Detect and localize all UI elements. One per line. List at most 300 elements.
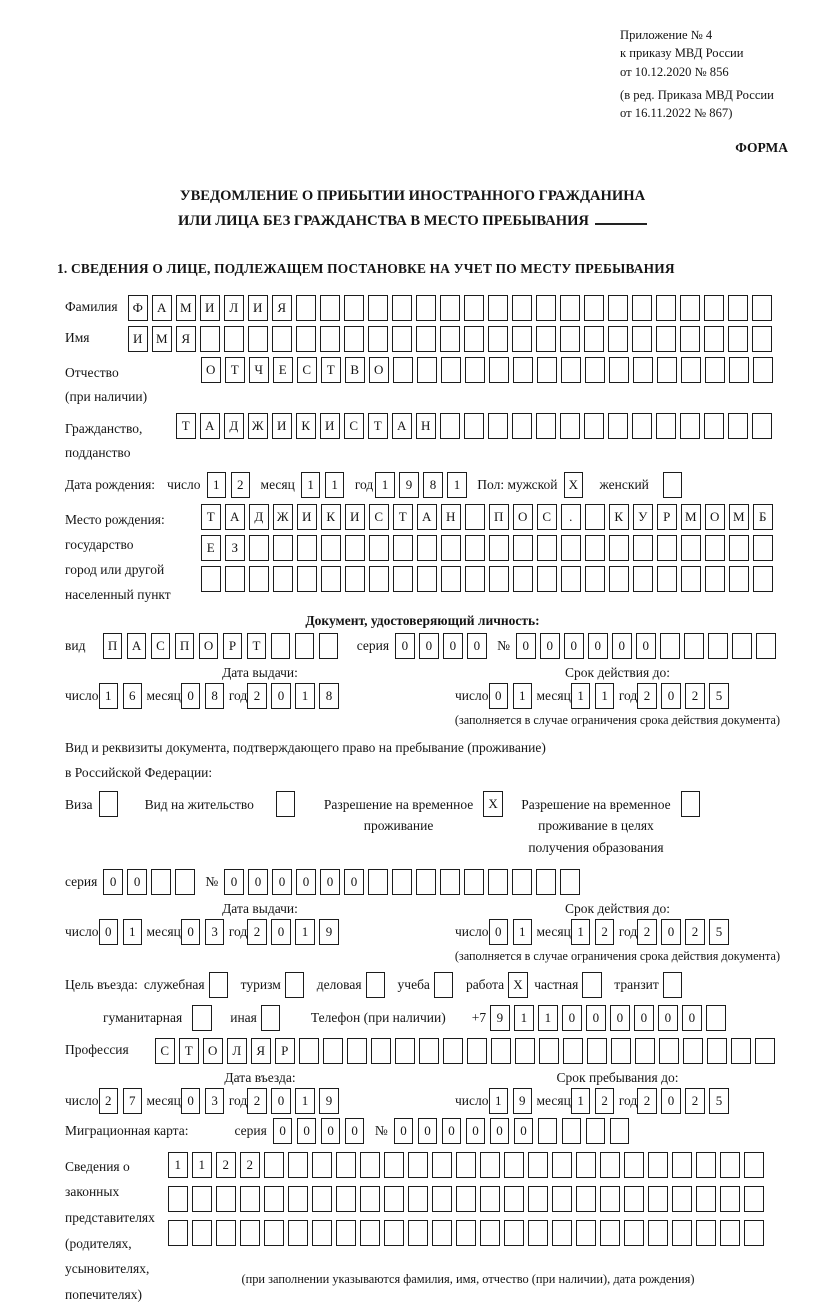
char-cell[interactable]: 2 [247, 919, 267, 945]
char-cell[interactable] [681, 535, 701, 561]
char-cell[interactable]: У [633, 504, 653, 530]
char-cell[interactable]: А [127, 633, 147, 659]
char-cell[interactable]: 2 [685, 919, 705, 945]
char-cell[interactable] [707, 1038, 727, 1064]
char-cell[interactable] [432, 1152, 452, 1178]
char-cell[interactable]: 0 [661, 1088, 681, 1114]
char-cell[interactable] [491, 1038, 511, 1064]
char-cell[interactable]: И [128, 326, 148, 352]
char-cell[interactable] [464, 413, 484, 439]
char-cell[interactable]: 2 [595, 919, 615, 945]
purpose-tourism-checkbox[interactable] [285, 972, 305, 998]
char-cell[interactable] [465, 504, 485, 530]
char-cell[interactable]: 0 [588, 633, 608, 659]
char-cell[interactable] [273, 535, 293, 561]
char-cell[interactable] [696, 1186, 716, 1212]
char-cell[interactable]: И [345, 504, 365, 530]
char-cell[interactable] [320, 295, 340, 321]
char-cell[interactable] [683, 1038, 703, 1064]
char-cell[interactable] [295, 633, 315, 659]
char-cell[interactable] [632, 413, 652, 439]
char-cell[interactable] [264, 1186, 284, 1212]
char-cell[interactable] [536, 295, 556, 321]
char-cell[interactable]: 1 [325, 472, 345, 498]
char-cell[interactable] [371, 1038, 391, 1064]
char-cell[interactable] [264, 1220, 284, 1246]
char-cell[interactable]: Р [657, 504, 677, 530]
char-cell[interactable]: 1 [301, 472, 321, 498]
char-cell[interactable] [728, 413, 748, 439]
char-cell[interactable] [659, 1038, 679, 1064]
char-cell[interactable] [720, 1152, 740, 1178]
char-cell[interactable] [384, 1220, 404, 1246]
char-cell[interactable] [608, 413, 628, 439]
char-cell[interactable] [323, 1038, 343, 1064]
char-cell[interactable] [586, 1118, 606, 1144]
char-cell[interactable] [488, 295, 508, 321]
char-cell[interactable] [560, 413, 580, 439]
char-cell[interactable] [585, 535, 605, 561]
temp-residence-education-checkbox[interactable] [681, 791, 701, 817]
char-cell[interactable]: П [489, 504, 509, 530]
char-cell[interactable] [657, 357, 677, 383]
char-cell[interactable] [600, 1186, 620, 1212]
char-cell[interactable]: Т [176, 413, 196, 439]
char-cell[interactable]: 0 [564, 633, 584, 659]
char-cell[interactable]: 0 [634, 1005, 654, 1031]
char-cell[interactable]: 0 [181, 683, 201, 709]
char-cell[interactable] [728, 326, 748, 352]
char-cell[interactable] [417, 535, 437, 561]
char-cell[interactable] [576, 1220, 596, 1246]
char-cell[interactable] [504, 1220, 524, 1246]
char-cell[interactable] [489, 566, 509, 592]
char-cell[interactable] [610, 1118, 630, 1144]
char-cell[interactable]: 9 [319, 1088, 339, 1114]
char-cell[interactable] [600, 1220, 620, 1246]
char-cell[interactable] [587, 1038, 607, 1064]
char-cell[interactable]: 2 [99, 1088, 119, 1114]
char-cell[interactable] [731, 1038, 751, 1064]
char-cell[interactable] [464, 326, 484, 352]
char-cell[interactable] [656, 295, 676, 321]
char-cell[interactable]: 2 [685, 1088, 705, 1114]
char-cell[interactable]: М [152, 326, 172, 352]
char-cell[interactable]: 0 [344, 869, 364, 895]
char-cell[interactable]: 1 [571, 1088, 591, 1114]
char-cell[interactable] [537, 357, 557, 383]
char-cell[interactable]: 1 [513, 683, 533, 709]
char-cell[interactable]: 0 [418, 1118, 438, 1144]
purpose-work-checkbox[interactable]: X [508, 972, 528, 998]
char-cell[interactable]: Т [201, 504, 221, 530]
char-cell[interactable]: 8 [205, 683, 225, 709]
char-cell[interactable]: 9 [319, 919, 339, 945]
char-cell[interactable] [705, 357, 725, 383]
char-cell[interactable]: 5 [709, 1088, 729, 1114]
char-cell[interactable]: П [103, 633, 123, 659]
char-cell[interactable]: С [155, 1038, 175, 1064]
purpose-transit-checkbox[interactable] [663, 972, 683, 998]
char-cell[interactable] [672, 1186, 692, 1212]
char-cell[interactable]: К [609, 504, 629, 530]
char-cell[interactable] [753, 566, 773, 592]
char-cell[interactable] [512, 295, 532, 321]
char-cell[interactable] [336, 1186, 356, 1212]
char-cell[interactable] [584, 295, 604, 321]
char-cell[interactable]: 1 [295, 683, 315, 709]
char-cell[interactable] [561, 357, 581, 383]
char-cell[interactable]: 8 [319, 683, 339, 709]
char-cell[interactable]: 0 [181, 919, 201, 945]
char-cell[interactable]: 1 [295, 1088, 315, 1114]
char-cell[interactable]: А [152, 295, 172, 321]
char-cell[interactable] [360, 1220, 380, 1246]
char-cell[interactable]: 0 [395, 633, 415, 659]
char-cell[interactable]: С [297, 357, 317, 383]
char-cell[interactable]: 2 [595, 1088, 615, 1114]
char-cell[interactable] [720, 1220, 740, 1246]
char-cell[interactable] [319, 633, 339, 659]
char-cell[interactable] [696, 1152, 716, 1178]
char-cell[interactable] [609, 357, 629, 383]
char-cell[interactable]: 1 [99, 683, 119, 709]
char-cell[interactable] [512, 869, 532, 895]
char-cell[interactable] [576, 1186, 596, 1212]
char-cell[interactable]: О [199, 633, 219, 659]
char-cell[interactable] [288, 1186, 308, 1212]
char-cell[interactable]: 0 [661, 683, 681, 709]
char-cell[interactable]: 0 [516, 633, 536, 659]
char-cell[interactable] [441, 566, 461, 592]
char-cell[interactable]: Р [275, 1038, 295, 1064]
char-cell[interactable]: 0 [442, 1118, 462, 1144]
char-cell[interactable]: Т [247, 633, 267, 659]
char-cell[interactable] [704, 295, 724, 321]
char-cell[interactable] [584, 413, 604, 439]
char-cell[interactable] [360, 1186, 380, 1212]
char-cell[interactable]: С [344, 413, 364, 439]
char-cell[interactable]: 0 [248, 869, 268, 895]
char-cell[interactable] [273, 566, 293, 592]
char-cell[interactable] [528, 1152, 548, 1178]
char-cell[interactable]: Ф [128, 295, 148, 321]
char-cell[interactable] [312, 1186, 332, 1212]
char-cell[interactable]: О [201, 357, 221, 383]
char-cell[interactable] [732, 633, 752, 659]
char-cell[interactable] [744, 1220, 764, 1246]
char-cell[interactable] [345, 535, 365, 561]
purpose-commercial-checkbox[interactable] [366, 972, 386, 998]
char-cell[interactable]: 0 [224, 869, 244, 895]
char-cell[interactable] [624, 1152, 644, 1178]
char-cell[interactable] [660, 633, 680, 659]
char-cell[interactable]: 1 [295, 919, 315, 945]
char-cell[interactable]: П [175, 633, 195, 659]
char-cell[interactable] [729, 535, 749, 561]
char-cell[interactable] [488, 413, 508, 439]
char-cell[interactable] [464, 295, 484, 321]
char-cell[interactable] [538, 1118, 558, 1144]
char-cell[interactable] [336, 1220, 356, 1246]
char-cell[interactable]: Я [272, 295, 292, 321]
char-cell[interactable] [513, 535, 533, 561]
char-cell[interactable] [680, 295, 700, 321]
char-cell[interactable]: Р [223, 633, 243, 659]
char-cell[interactable] [680, 326, 700, 352]
char-cell[interactable] [536, 869, 556, 895]
char-cell[interactable] [168, 1220, 188, 1246]
char-cell[interactable] [515, 1038, 535, 1064]
char-cell[interactable]: Л [224, 295, 244, 321]
char-cell[interactable]: Е [273, 357, 293, 383]
char-cell[interactable] [443, 1038, 463, 1064]
char-cell[interactable] [656, 413, 676, 439]
sex-male-checkbox[interactable]: X [564, 472, 584, 498]
char-cell[interactable] [440, 295, 460, 321]
char-cell[interactable] [168, 1186, 188, 1212]
char-cell[interactable] [624, 1220, 644, 1246]
char-cell[interactable] [175, 869, 195, 895]
char-cell[interactable]: 9 [490, 1005, 510, 1031]
char-cell[interactable]: 1 [571, 683, 591, 709]
char-cell[interactable]: 1 [513, 919, 533, 945]
char-cell[interactable] [393, 566, 413, 592]
char-cell[interactable] [584, 326, 604, 352]
char-cell[interactable] [299, 1038, 319, 1064]
char-cell[interactable] [369, 566, 389, 592]
char-cell[interactable] [297, 535, 317, 561]
char-cell[interactable]: Т [225, 357, 245, 383]
char-cell[interactable]: С [151, 633, 171, 659]
char-cell[interactable] [489, 535, 509, 561]
char-cell[interactable] [216, 1186, 236, 1212]
char-cell[interactable]: А [200, 413, 220, 439]
char-cell[interactable] [440, 413, 460, 439]
char-cell[interactable] [560, 295, 580, 321]
char-cell[interactable]: 9 [399, 472, 419, 498]
char-cell[interactable]: 0 [103, 869, 123, 895]
char-cell[interactable]: М [729, 504, 749, 530]
char-cell[interactable] [345, 566, 365, 592]
char-cell[interactable] [416, 326, 436, 352]
char-cell[interactable] [369, 535, 389, 561]
char-cell[interactable] [633, 357, 653, 383]
char-cell[interactable] [320, 326, 340, 352]
char-cell[interactable]: Д [249, 504, 269, 530]
char-cell[interactable] [249, 566, 269, 592]
char-cell[interactable] [456, 1220, 476, 1246]
temp-residence-checkbox[interactable]: X [483, 791, 503, 817]
char-cell[interactable]: 5 [709, 683, 729, 709]
char-cell[interactable] [392, 326, 412, 352]
char-cell[interactable] [632, 295, 652, 321]
char-cell[interactable] [561, 535, 581, 561]
char-cell[interactable]: 7 [123, 1088, 143, 1114]
char-cell[interactable] [744, 1152, 764, 1178]
char-cell[interactable] [296, 295, 316, 321]
char-cell[interactable]: 0 [127, 869, 147, 895]
char-cell[interactable]: З [225, 535, 245, 561]
char-cell[interactable]: 0 [296, 869, 316, 895]
char-cell[interactable] [536, 326, 556, 352]
char-cell[interactable]: 2 [247, 683, 267, 709]
char-cell[interactable] [288, 1220, 308, 1246]
char-cell[interactable] [680, 413, 700, 439]
char-cell[interactable]: И [248, 295, 268, 321]
char-cell[interactable] [240, 1186, 260, 1212]
char-cell[interactable] [480, 1186, 500, 1212]
char-cell[interactable] [312, 1152, 332, 1178]
char-cell[interactable] [416, 869, 436, 895]
char-cell[interactable] [201, 566, 221, 592]
char-cell[interactable] [756, 633, 776, 659]
char-cell[interactable] [720, 1186, 740, 1212]
char-cell[interactable]: 0 [610, 1005, 630, 1031]
char-cell[interactable]: Н [416, 413, 436, 439]
purpose-study-checkbox[interactable] [434, 972, 454, 998]
char-cell[interactable]: 2 [637, 683, 657, 709]
char-cell[interactable] [560, 869, 580, 895]
char-cell[interactable] [585, 566, 605, 592]
char-cell[interactable] [441, 535, 461, 561]
char-cell[interactable]: С [537, 504, 557, 530]
char-cell[interactable] [464, 869, 484, 895]
char-cell[interactable] [585, 357, 605, 383]
char-cell[interactable] [611, 1038, 631, 1064]
char-cell[interactable] [344, 326, 364, 352]
char-cell[interactable] [480, 1152, 500, 1178]
char-cell[interactable] [609, 535, 629, 561]
char-cell[interactable]: 0 [271, 1088, 291, 1114]
char-cell[interactable] [321, 535, 341, 561]
char-cell[interactable] [552, 1186, 572, 1212]
char-cell[interactable] [752, 326, 772, 352]
char-cell[interactable]: 1 [514, 1005, 534, 1031]
char-cell[interactable] [560, 326, 580, 352]
char-cell[interactable]: Я [251, 1038, 271, 1064]
char-cell[interactable] [585, 504, 605, 530]
char-cell[interactable] [249, 535, 269, 561]
char-cell[interactable] [248, 326, 268, 352]
char-cell[interactable]: О [513, 504, 533, 530]
char-cell[interactable]: 0 [297, 1118, 317, 1144]
char-cell[interactable] [489, 357, 509, 383]
char-cell[interactable]: 0 [271, 683, 291, 709]
char-cell[interactable] [729, 566, 749, 592]
residence-permit-checkbox[interactable] [276, 791, 296, 817]
char-cell[interactable]: О [705, 504, 725, 530]
char-cell[interactable]: 0 [612, 633, 632, 659]
char-cell[interactable] [609, 566, 629, 592]
char-cell[interactable] [729, 357, 749, 383]
char-cell[interactable] [456, 1186, 476, 1212]
char-cell[interactable] [705, 535, 725, 561]
char-cell[interactable] [151, 869, 171, 895]
char-cell[interactable] [657, 535, 677, 561]
char-cell[interactable]: 1 [192, 1152, 212, 1178]
char-cell[interactable] [537, 535, 557, 561]
char-cell[interactable]: 0 [658, 1005, 678, 1031]
visa-checkbox[interactable] [99, 791, 119, 817]
char-cell[interactable] [633, 566, 653, 592]
char-cell[interactable] [344, 295, 364, 321]
char-cell[interactable]: 0 [345, 1118, 365, 1144]
char-cell[interactable]: 2 [247, 1088, 267, 1114]
char-cell[interactable]: 1 [168, 1152, 188, 1178]
char-cell[interactable] [416, 295, 436, 321]
char-cell[interactable] [384, 1152, 404, 1178]
char-cell[interactable] [632, 326, 652, 352]
char-cell[interactable]: 1 [207, 472, 227, 498]
char-cell[interactable]: Д [224, 413, 244, 439]
char-cell[interactable]: 1 [571, 919, 591, 945]
char-cell[interactable]: С [369, 504, 389, 530]
char-cell[interactable]: 1 [447, 472, 467, 498]
char-cell[interactable] [296, 326, 316, 352]
char-cell[interactable]: 0 [99, 919, 119, 945]
char-cell[interactable]: 0 [273, 1118, 293, 1144]
char-cell[interactable] [528, 1186, 548, 1212]
char-cell[interactable]: 0 [490, 1118, 510, 1144]
char-cell[interactable] [321, 566, 341, 592]
char-cell[interactable]: 1 [489, 1088, 509, 1114]
char-cell[interactable] [512, 326, 532, 352]
char-cell[interactable]: 0 [272, 869, 292, 895]
char-cell[interactable] [441, 357, 461, 383]
char-cell[interactable] [753, 535, 773, 561]
char-cell[interactable]: 0 [489, 919, 509, 945]
sex-female-checkbox[interactable] [663, 472, 683, 498]
char-cell[interactable] [744, 1186, 764, 1212]
char-cell[interactable]: 0 [562, 1005, 582, 1031]
char-cell[interactable] [432, 1220, 452, 1246]
char-cell[interactable]: М [681, 504, 701, 530]
char-cell[interactable]: 0 [540, 633, 560, 659]
char-cell[interactable] [753, 357, 773, 383]
char-cell[interactable] [225, 566, 245, 592]
char-cell[interactable] [392, 295, 412, 321]
char-cell[interactable]: 1 [375, 472, 395, 498]
char-cell[interactable] [368, 326, 388, 352]
char-cell[interactable] [480, 1220, 500, 1246]
char-cell[interactable] [648, 1186, 668, 1212]
char-cell[interactable] [216, 1220, 236, 1246]
char-cell[interactable] [681, 357, 701, 383]
char-cell[interactable] [440, 869, 460, 895]
char-cell[interactable]: 0 [661, 919, 681, 945]
char-cell[interactable] [288, 1152, 308, 1178]
char-cell[interactable] [504, 1152, 524, 1178]
char-cell[interactable] [537, 566, 557, 592]
char-cell[interactable]: Ч [249, 357, 269, 383]
char-cell[interactable] [656, 326, 676, 352]
char-cell[interactable]: 0 [181, 1088, 201, 1114]
char-cell[interactable] [312, 1220, 332, 1246]
char-cell[interactable] [200, 326, 220, 352]
char-cell[interactable] [440, 326, 460, 352]
char-cell[interactable]: Б [753, 504, 773, 530]
char-cell[interactable] [562, 1118, 582, 1144]
char-cell[interactable] [408, 1152, 428, 1178]
char-cell[interactable] [633, 535, 653, 561]
char-cell[interactable] [512, 413, 532, 439]
char-cell[interactable] [395, 1038, 415, 1064]
char-cell[interactable]: 2 [231, 472, 251, 498]
char-cell[interactable]: 0 [489, 683, 509, 709]
char-cell[interactable]: 0 [467, 633, 487, 659]
char-cell[interactable]: 2 [637, 1088, 657, 1114]
